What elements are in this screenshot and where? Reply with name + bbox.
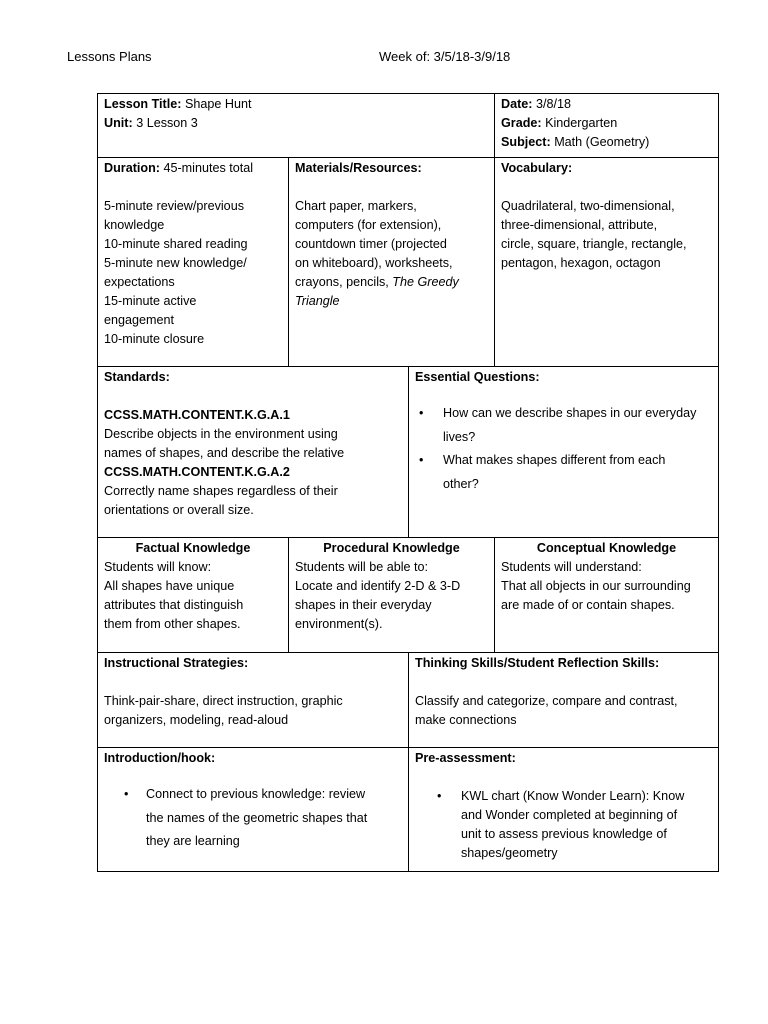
materials-cell <box>288 157 495 367</box>
grade-label: Grade: <box>501 116 542 130</box>
duration-line: engagement <box>104 313 175 327</box>
list-item: • Connect to previous knowledge: review the names of the geometric shapes that they are learning <box>104 783 402 854</box>
strategies-line: organizers, modeling, read-aloud <box>104 713 289 727</box>
vocabulary-line: Quadrilateral, two-dimensional, <box>501 199 675 213</box>
factual-knowledge-title: Factual Knowledge <box>135 541 251 555</box>
standard-text: Describe objects in the environment using <box>104 427 338 441</box>
subject-label: Subject: <box>501 135 551 149</box>
essential-questions-label: Essential Questions: <box>415 370 540 384</box>
duration-line: 5-minute new knowledge/ <box>104 256 247 270</box>
book-title-part1: The Greedy <box>392 275 459 289</box>
list-item: • How can we describe shapes in our everyday lives? <box>415 402 712 449</box>
subject-value: Math (Geometry) <box>554 135 650 149</box>
thinking-skills-label: Thinking Skills/Student Reflection Skills: <box>415 656 660 670</box>
standard-text: Correctly name shapes regardless of their <box>104 484 338 498</box>
conceptual-line: Students will understand: <box>501 560 642 574</box>
duration-cell <box>97 157 289 367</box>
header-left-title: Lessons Plans <box>67 49 152 64</box>
duration-label: Duration: <box>104 161 160 175</box>
instructional-strategies-label: Instructional Strategies: <box>104 656 249 670</box>
factual-line: them from other shapes. <box>104 617 241 631</box>
vocabulary-line: pentagon, hexagon, octagon <box>501 256 661 270</box>
standard-text: names of shapes, and describe the relative <box>104 446 345 460</box>
date-label: Date: <box>501 97 533 111</box>
materials-line: countdown timer (projected <box>295 237 447 251</box>
duration-value: 45-minutes total <box>163 161 254 175</box>
duration-line: 15-minute active <box>104 294 197 308</box>
factual-line: All shapes have unique <box>104 579 235 593</box>
vocabulary-line: circle, square, triangle, rectangle, <box>501 237 687 251</box>
standards-cell <box>97 366 409 538</box>
materials-label: Materials/Resources: <box>295 161 422 175</box>
procedural-line: environment(s). <box>295 617 383 631</box>
lesson-title: Shape Hunt <box>184 97 252 111</box>
standard-code-1: CCSS.MATH.CONTENT.K.G.A.1 <box>104 408 290 422</box>
factual-line: Students will know: <box>104 560 212 574</box>
grade-value: Kindergarten <box>545 116 618 130</box>
duration-line: 10-minute shared reading <box>104 237 248 251</box>
factual-line: attributes that distinguish <box>104 598 244 612</box>
procedural-knowledge-cell <box>288 537 495 653</box>
instructional-strategies-cell <box>97 652 409 748</box>
materials-line: computers (for extension), <box>295 218 442 232</box>
thinking-line: make connections <box>415 713 517 727</box>
duration-line: expectations <box>104 275 175 289</box>
lesson-title-label: Lesson Title: <box>104 97 182 111</box>
unit-label: Unit: <box>104 116 133 130</box>
thinking-line: Classify and categorize, compare and contrast, <box>415 694 678 708</box>
list-item: • What makes shapes different from each other? <box>415 449 712 496</box>
materials-line: crayons, pencils, <box>295 275 389 289</box>
conceptual-line: That all objects in our surrounding <box>501 579 691 593</box>
introduction-hook-label: Introduction/hook: <box>104 751 216 765</box>
factual-knowledge-cell <box>97 537 289 653</box>
procedural-knowledge-title: Procedural Knowledge <box>323 541 460 555</box>
pre-assessment-cell <box>408 747 719 872</box>
standards-label: Standards: <box>104 370 170 384</box>
header-week-of: Week of: 3/5/18-3/9/18 <box>379 49 511 64</box>
lesson-title-cell <box>97 93 495 158</box>
list-item: • KWL chart (Know Wonder Learn): Know and Wonder completed at beginning of unit to assess previous knowledge of shapes/geometry <box>415 787 712 863</box>
pre-assessment-list <box>415 787 712 863</box>
duration-line: 5-minute review/previous <box>104 199 244 213</box>
conceptual-knowledge-cell <box>494 537 719 653</box>
procedural-line: Students will be able to: <box>295 560 429 574</box>
thinking-skills-cell <box>408 652 719 748</box>
date-value: 3/8/18 <box>536 97 572 111</box>
essential-questions-list <box>415 402 712 496</box>
materials-line: on whiteboard), worksheets, <box>295 256 453 270</box>
conceptual-knowledge-title: Conceptual Knowledge <box>536 541 677 555</box>
book-title-part2: Triangle <box>295 294 340 308</box>
introduction-list <box>104 783 402 854</box>
date-grade-subject-cell <box>494 93 719 158</box>
duration-line: 10-minute closure <box>104 332 205 346</box>
standard-code-2: CCSS.MATH.CONTENT.K.G.A.2 <box>104 465 290 479</box>
materials-line: Chart paper, markers, <box>295 199 417 213</box>
vocabulary-line: three-dimensional, attribute, <box>501 218 658 232</box>
standard-text: orientations or overall size. <box>104 503 254 517</box>
vocabulary-cell <box>494 157 719 367</box>
procedural-line: shapes in their everyday <box>295 598 432 612</box>
essential-questions-cell <box>408 366 719 538</box>
introduction-hook-cell <box>97 747 409 872</box>
strategies-line: Think-pair-share, direct instruction, graphic <box>104 694 343 708</box>
vocabulary-label: Vocabulary: <box>501 161 573 175</box>
duration-line: knowledge <box>104 218 165 232</box>
conceptual-line: are made of or contain shapes. <box>501 598 675 612</box>
unit-value: 3 Lesson 3 <box>136 116 198 130</box>
pre-assessment-label: Pre-assessment: <box>415 751 516 765</box>
procedural-line: Locate and identify 2-D & 3-D <box>295 579 461 593</box>
